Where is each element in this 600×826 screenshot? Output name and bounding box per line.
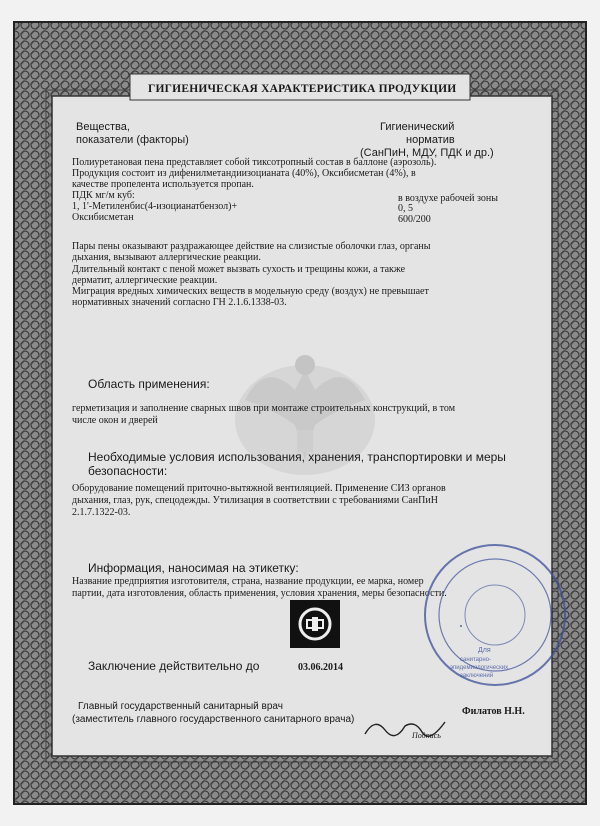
- effects-line: дыхания, вызывают аллергические реакции.: [72, 252, 261, 263]
- signature-label: Подпись: [412, 731, 441, 740]
- pdk-zone: в воздухе рабочей зоны: [398, 193, 498, 204]
- conditions-heading: Необходимые условия использования, хранения, транспортировки и меры: [88, 450, 506, 464]
- label-info-line: партии, дата изготовления, область применения, условия хранения, меры безопасности.: [72, 588, 447, 599]
- validity-label: Заключение действительно до: [88, 659, 260, 673]
- signature-title: Главный государственный санитарный врач: [78, 701, 283, 712]
- effects-line: Пары пены оказывают раздражающее действие на слизистые оболочки глаз, органы: [72, 241, 431, 252]
- pdk-row-name: Оксибисметан: [72, 212, 134, 223]
- composition-line: Полиуретановая пена представляет собой тиксотропный состав в баллоне (аэрозоль).: [72, 157, 437, 168]
- header-right-line3: (СанПиН, МДУ, ПДК и др.): [360, 147, 494, 159]
- header-left-line1: Вещества,: [76, 121, 130, 133]
- composition-line: Продукция состоит из дифенилметандиизоцианата (40%), Оксибисметан (4%), в: [72, 168, 416, 179]
- header-right-line1: Гигиенический: [380, 121, 455, 133]
- pdk-row-name: 1, 1'-Метиленбис(4-изоцианатбензол)+: [72, 201, 238, 212]
- conditions-line: Оборудование помещений приточно-вытяжной вентиляцией. Применение СИЗ органов: [72, 483, 446, 494]
- pdk-row-value: 600/200: [398, 214, 431, 225]
- conditions-heading: безопасности:: [88, 464, 168, 478]
- stamp-text: санитарно-: [460, 657, 492, 663]
- certification-logo: [290, 600, 340, 648]
- stamp-text: эпидемиологических: [450, 665, 509, 671]
- effects-line: дерматит, аллергические реакции.: [72, 275, 218, 286]
- validity-date: 03.06.2014: [298, 662, 343, 673]
- official-stamp: [420, 540, 570, 690]
- signature-subtitle: (заместитель главного государственного санитарного врача): [72, 714, 355, 725]
- pdk-label: ПДК мг/м куб:: [72, 190, 135, 201]
- effects-line: Длительный контакт с пеной может вызвать сухость и трещины кожи, а также: [72, 264, 406, 275]
- conditions-line: 2.1.7.1322-03.: [72, 507, 131, 518]
- composition-line: качестве пропелента используется пропан.: [72, 179, 254, 190]
- header-left-line2: показатели (факторы): [76, 134, 189, 146]
- header-right-line2: норматив: [406, 134, 455, 146]
- stamp-text: заключений: [460, 673, 494, 679]
- pdk-row-value: 0, 5: [398, 203, 413, 214]
- stamp-text: Для: [478, 647, 491, 654]
- effects-line: нормативных значений согласно ГН 2.1.6.1338-03.: [72, 297, 287, 308]
- scope-line: числе окон и дверей: [72, 415, 158, 426]
- signatory-name: Филатов Н.Н.: [462, 706, 525, 717]
- scope-line: герметизация и заполнение сварных швов при монтаже строительных конструкций, в том: [72, 403, 456, 414]
- document-title: ГИГИЕНИЧЕСКАЯ ХАРАКТЕРИСТИКА ПРОДУКЦИИ: [148, 83, 457, 95]
- scope-heading: Область применения:: [88, 377, 210, 391]
- conditions-line: дыхания, глаз, рук, спецодежды. Утилизация в соответствии с требованиями СанПиН: [72, 495, 438, 506]
- effects-line: Миграция вредных химических веществ в модельную среду (воздух) не превышает: [72, 286, 429, 297]
- label-info-line: Название предприятия изготовителя, страна, название продукции, ее марка, номер: [72, 576, 424, 587]
- label-info-heading: Информация, наносимая на этикетку:: [88, 561, 299, 575]
